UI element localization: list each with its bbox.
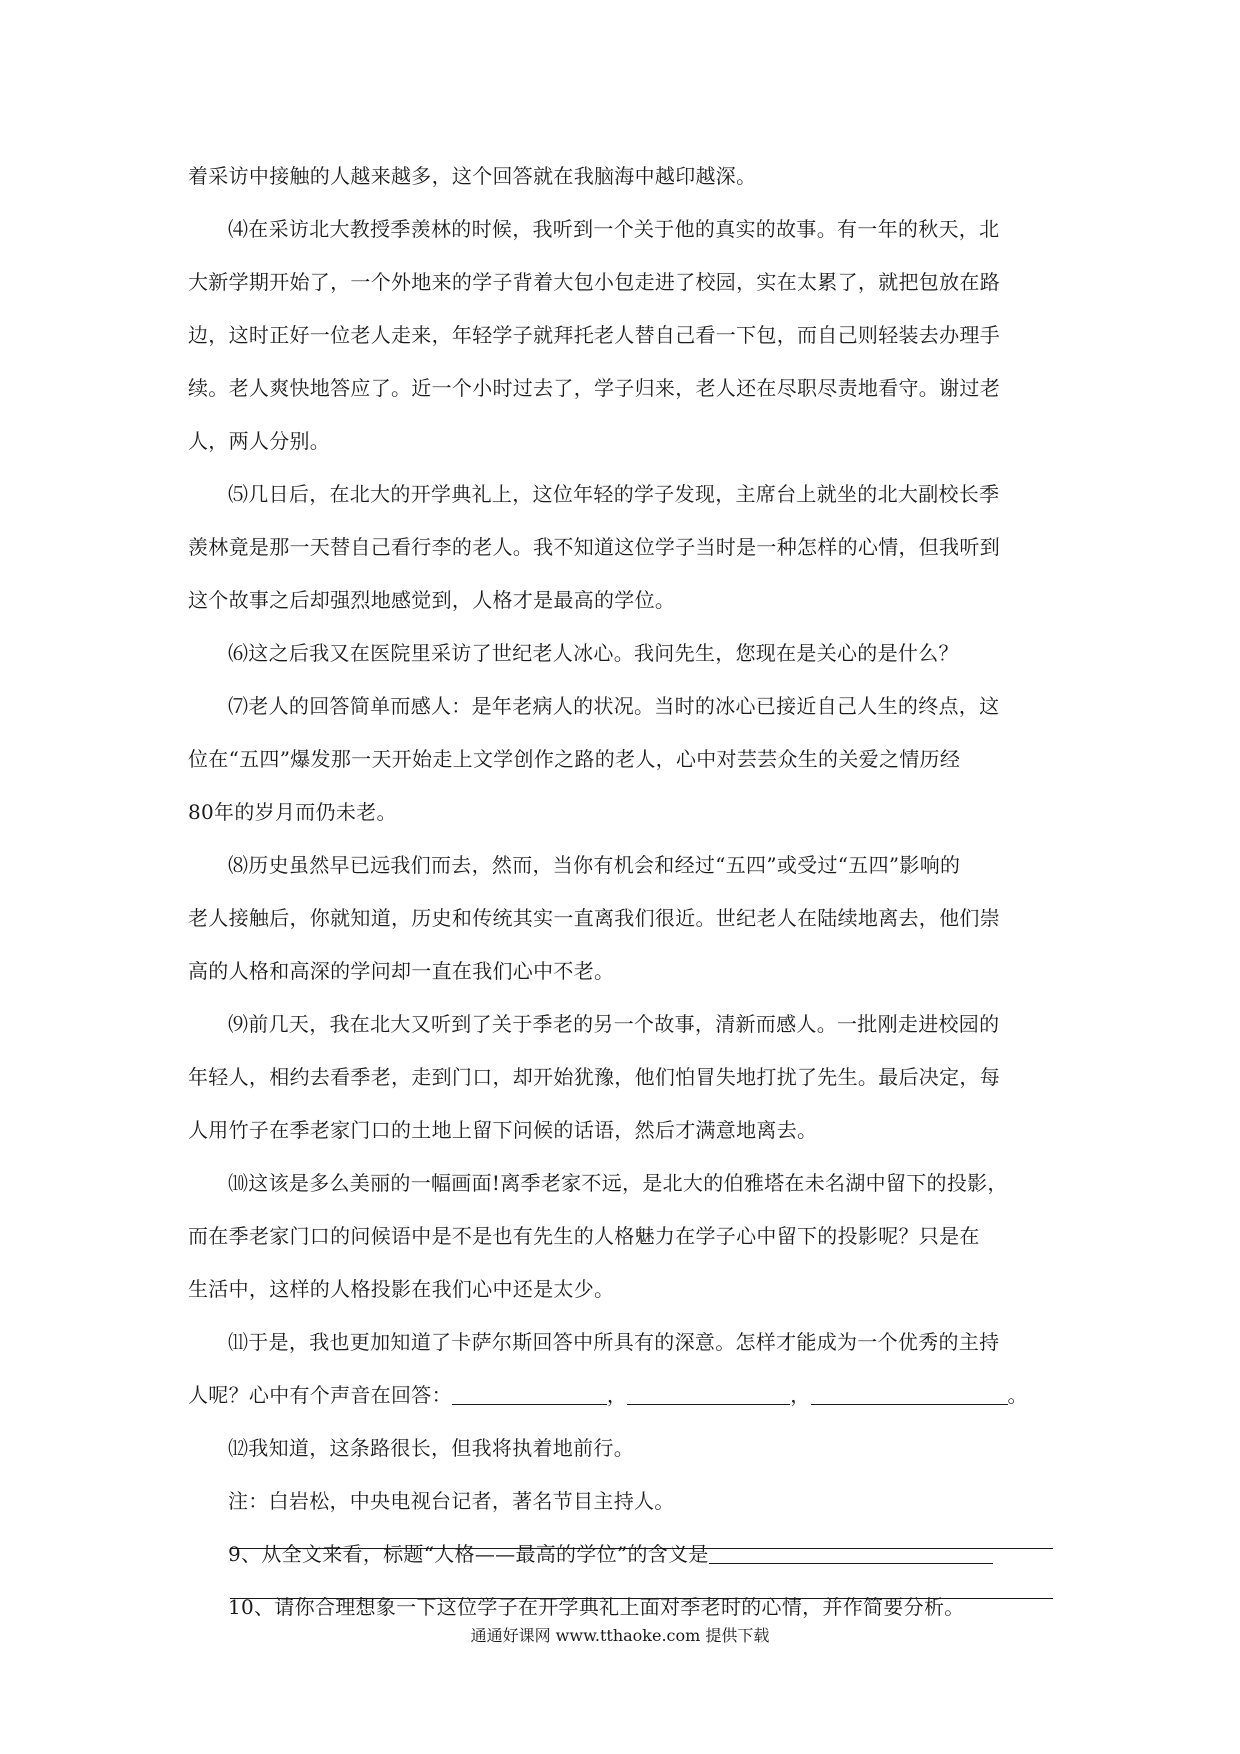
text-line: 羡林竟是那一天替自己看行李的老人。我不知道这位学子当时是一种怎样的心情，但我听到 (188, 535, 1000, 559)
paragraph-11-line-1: ⑾于是，我也更加知道了卡萨尔斯回答中所具有的深意。怎样才能成为一个优秀的主持 (228, 1330, 1000, 1354)
blank-separator: ， (790, 1383, 811, 1407)
question-10-answer-line-2[interactable] (230, 1598, 1053, 1599)
text-line: 着采访中接触的人越来越多，这个回答就在我脑海中越印越深。 (188, 164, 757, 188)
text-line: 人，两人分别。 (188, 429, 331, 453)
text-line: 生活中，这样的人格投影在我们心中还是太少。 (188, 1277, 615, 1301)
blank-end-mark: 。 (1007, 1383, 1028, 1407)
question-10: 10、请你合理想象一下这位学子在开学典礼上面对季老时的心情，并作简要分析。 (228, 1595, 965, 1619)
text-line: 80年的岁月而仍未老。 (188, 800, 397, 824)
text-line: 位在“五四”爆发那一天开始走上文学创作之路的老人，心中对芸芸众生的关爱之情历经 (188, 747, 961, 771)
paragraph-9-line-1: ⑼前几天，我在北大又听到了关于季老的另一个故事，清新而感人。一批刚走进校园的 (228, 1012, 1000, 1036)
paragraph-10-line-1: ⑽这该是多么美丽的一幅画面!离季老家不远，是北大的伯雅塔在未名湖中留下的投影， (228, 1171, 1008, 1195)
paragraph-5-line-1: ⑸几日后，在北大的开学典礼上，这位年轻的学子发现，主席台上就坐的北大副校长季 (228, 482, 1000, 506)
paragraph-4-line-1: ⑷在采访北大教授季羡林的时候，我听到一个关于他的真实的故事。有一年的秋天，北 (228, 217, 1000, 241)
fill-in-prompt: 人呢？心中有个声音在回答： (188, 1383, 452, 1407)
text-line: 边，这时正好一位老人走来，年轻学子就拜托老人替自己看一下包，而自己则轻装去办理手 (188, 323, 1000, 347)
question-9-answer-blank[interactable] (709, 1543, 993, 1564)
blank-separator: ， (606, 1383, 628, 1407)
text-line: 这个故事之后却强烈地感觉到，人格才是最高的学位。 (188, 588, 676, 612)
question-10-answer-line-1[interactable] (230, 1548, 1053, 1549)
fill-in-line (188, 1369, 1053, 1422)
paragraph-8-line-1: ⑻历史虽然早已远我们而去，然而，当你有机会和经过“五四”或受过“五四”影响的 (228, 853, 961, 877)
page-footer: 通通好课网 www.tthaoke.com 提供下载 (470, 1626, 770, 1645)
paragraph-6: ⑹这之后我又在医院里采访了世纪老人冰心。我问先生，您现在是关心的是什么？ (228, 641, 959, 665)
answer-blank-2[interactable] (627, 1384, 790, 1405)
question-9-text: 9、从全文来看，标题“人格——最高的学位”的含义是 (228, 1542, 709, 1566)
text-line: 而在季老家门口的问候语中是不是也有先生的人格魅力在学子心中留下的投影呢？只是在 (188, 1224, 980, 1248)
paragraph-7-line-1: ⑺老人的回答简单而感人：是年老病人的状况。当时的冰心已接近自己人生的终点，这 (228, 694, 1000, 718)
text-line: 续。老人爽快地答应了。近一个小时过去了，学子归来，老人还在尽职尽责地看守。谢过老 (188, 376, 1000, 400)
paragraph-12: ⑿我知道，这条路很长，但我将执着地前行。 (228, 1436, 634, 1460)
text-line: 大新学期开始了，一个外地来的学子背着大包小包走进了校园，实在太累了，就把包放在路 (188, 270, 1000, 294)
text-line: 高的人格和高深的学问却一直在我们心中不老。 (188, 959, 615, 983)
article-body (188, 150, 1053, 1634)
text-line: 人用竹子在季老家门口的土地上留下问候的话语，然后才满意地离去。 (188, 1118, 818, 1142)
answer-blank-3[interactable] (811, 1384, 1008, 1405)
text-line: 年轻人，相约去看季老，走到门口，却开始犹豫，他们怕冒失地打扰了先生。最后决定，每 (188, 1065, 1000, 1089)
text-line: 老人接触后，你就知道，历史和传统其实一直离我们很近。世纪老人在陆续地离去，他们崇 (188, 906, 1000, 930)
answer-blank-1[interactable] (452, 1384, 607, 1405)
question-9 (188, 1528, 1053, 1581)
author-note: 注：白岩松，中央电视台记者，著名节目主持人。 (228, 1489, 675, 1513)
